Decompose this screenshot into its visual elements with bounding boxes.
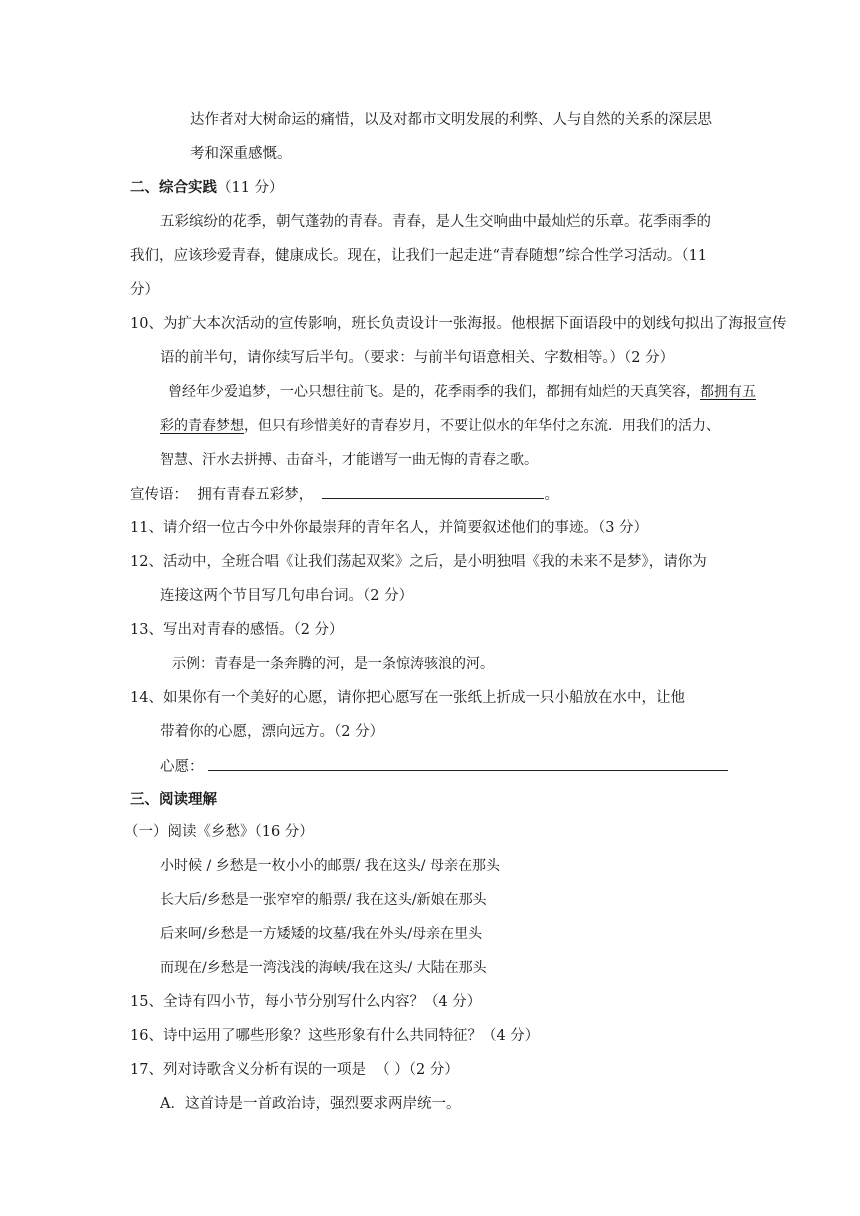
carryover-line-1: 达作者对大树命运的痛惜，以及对都市文明发展的利弊、人与自然的关系的深层思	[190, 112, 712, 128]
section-2-intro-2: 我们，应该珍爱青春，健康成长。现在，让我们一起走进“青春随想”综合性学习活动。（11	[130, 248, 708, 264]
q14-line-1: 14、如果你有一个美好的心愿，请你把心愿写在一张纸上折成一只小船放在水中，让他	[130, 690, 685, 706]
slogan-end: 。	[544, 487, 559, 503]
q17-line	[130, 1060, 459, 1080]
q10-passage-3: 智慧、汗水去拼搏、击奋斗，才能谱写一曲无悔的青春之歌。	[160, 452, 538, 468]
q11-text: 11、请介绍一位古今中外你最崇拜的青年名人，并简要叙述他们的事迹。（3 分）	[130, 520, 649, 536]
q15-text: 15、全诗有四小节，每小节分别写什么内容？（4 分）	[130, 994, 482, 1010]
q17-answer-paren[interactable]: （ ）	[375, 1062, 409, 1078]
slogan-line	[130, 484, 559, 505]
passage-text: 曾经年少爱追梦，一心只想往前飞。是的，花季雨季的我们，都拥有灿烂的天真笑容，	[168, 384, 700, 400]
wish-line	[160, 756, 728, 777]
slogan-text: 拥有青春五彩梦，	[197, 487, 314, 503]
q17-score: （2 分）	[408, 1062, 459, 1078]
q13-text: 13、写出对青春的感悟。（2 分）	[130, 622, 344, 638]
poem-stanza-3: 后来呵/乡愁是一方矮矮的坟墓/我在外头/母亲在里头	[160, 926, 483, 942]
section-2-intro-1: 五彩缤纷的花季，朝气蓬勃的青春。青春，是人生交响曲中最灿烂的乐章。花季雨季的	[160, 214, 711, 230]
slogan-answer-blank[interactable]	[322, 484, 544, 499]
q10-passage-1	[168, 382, 756, 402]
wish-label: 心愿：	[160, 759, 204, 775]
wish-answer-blank[interactable]	[208, 756, 728, 771]
q12-line-1: 12、活动中，全班合唱《让我们荡起双桨》之后，是小明独唱《我的未来不是梦》，请你为	[130, 554, 707, 570]
section-2-title: 二、综合实践	[130, 179, 217, 196]
q10-passage-2	[160, 416, 720, 436]
carryover-line-2: 考和深重感慨。	[190, 146, 292, 162]
q14-line-2: 带着你的心愿，漂向远方。（2 分）	[160, 724, 385, 740]
underlined-sentence: 彩的青春梦想	[160, 418, 244, 434]
q12-line-2: 连接这两个节目写几句串台词。（2 分）	[160, 588, 414, 604]
q10-line-1: 10、为扩大本次活动的宣传影响，班长负责设计一张海报。他根据下面语段中的划线句拟出了海报宣传	[130, 316, 787, 332]
section-2-heading	[130, 178, 284, 198]
q17-option-a: A．这首诗是一首政治诗，强烈要求两岸统一。	[160, 1096, 461, 1112]
q13-example: 示例：青春是一条奔腾的河，是一条惊涛骇浪的河。	[172, 656, 494, 672]
section-2-score: （11 分）	[217, 180, 284, 196]
poem-stanza-1: 小时候 / 乡愁是一枚小小的邮票/ 我在这头/ 母亲在那头	[160, 858, 500, 874]
underlined-sentence: 都拥有五	[700, 384, 756, 400]
passage-text: ，但只有珍惜美好的青春岁月，不要让似水的年华付之东流．用我们的活力、	[244, 418, 720, 434]
section-2-intro-3: 分）	[130, 282, 159, 298]
q16-text: 16、诗中运用了哪些形象？这些形象有什么共同特征？（4 分）	[130, 1028, 540, 1044]
q17-text: 17、列对诗歌含义分析有误的一项是	[130, 1062, 366, 1078]
poem-stanza-4: 而现在/乡愁是一湾浅浅的海峡/我在这头/ 大陆在那头	[160, 960, 487, 976]
q10-line-2: 语的前半句，请你续写后半句。（要求：与前半句语意相关、字数相等。）（2 分）	[160, 350, 675, 366]
section-3-sub-1: （一）阅读《乡愁》（16 分）	[124, 824, 314, 840]
section-3-title: 三、阅读理解	[130, 791, 217, 808]
poem-stanza-2: 长大后/乡愁是一张窄窄的船票/ 我在这头/新娘在那头	[160, 892, 487, 908]
slogan-label: 宣传语：	[130, 487, 188, 503]
